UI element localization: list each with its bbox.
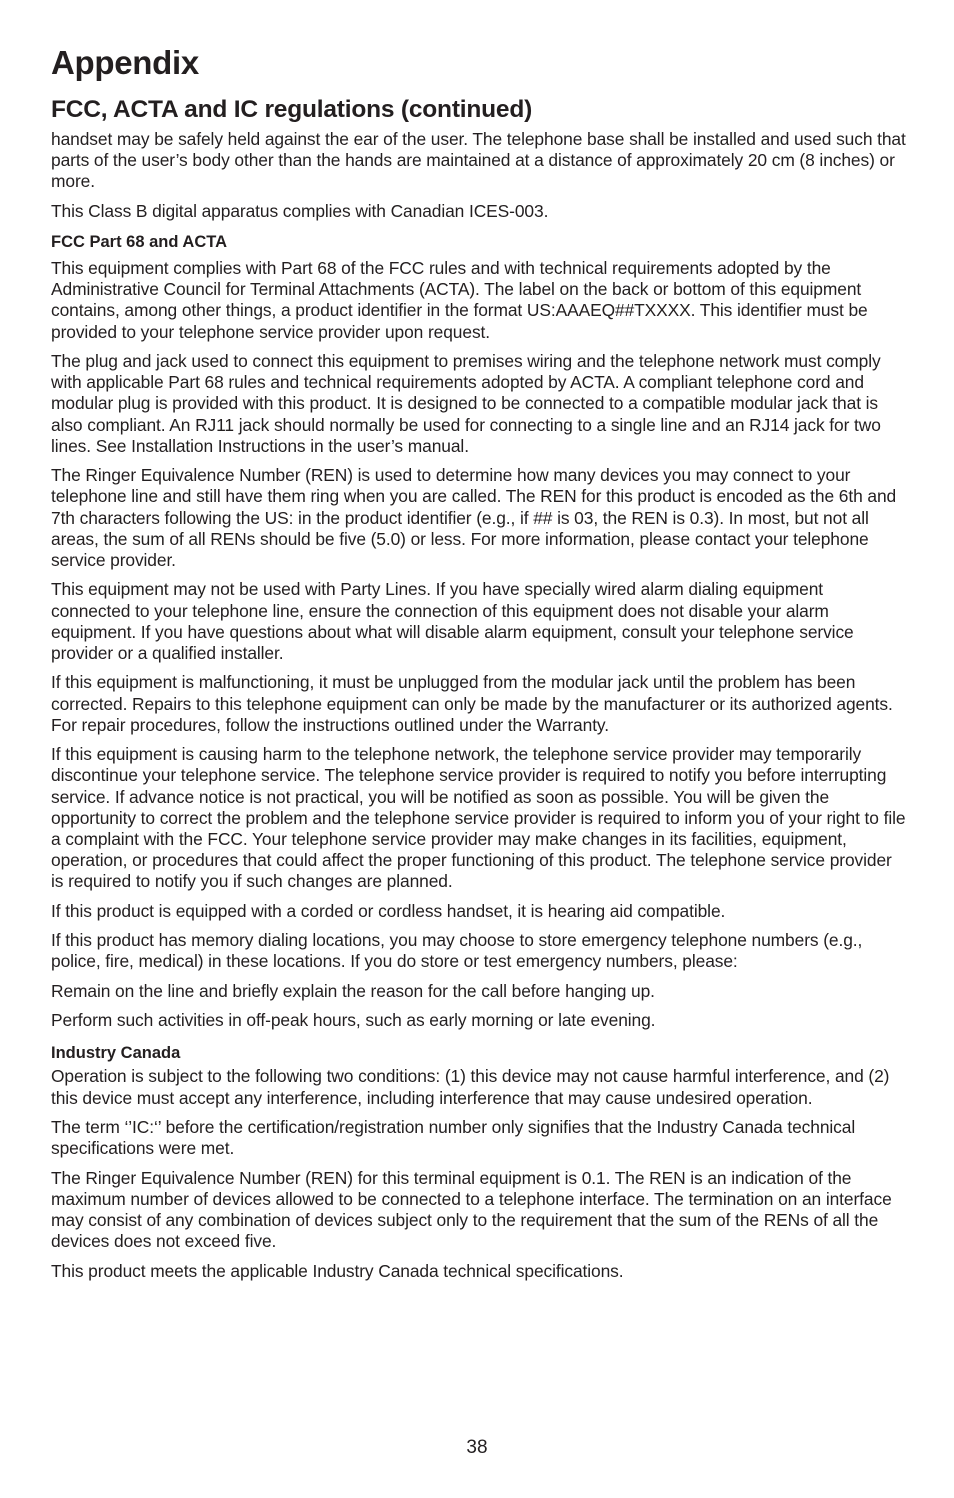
section-title: FCC, ACTA and IC regulations (continued) — [51, 96, 533, 123]
page-number: 38 — [466, 1437, 488, 1458]
ic-paragraph-1: Operation is subject to the following two conditions: (1) this device may not cause harmful interference, and (2) this device must accept any interference, including interference that may cause undesired operation. — [51, 1066, 890, 1108]
fcc-paragraph-10: Perform such activities in off-peak hours, such as early morning or late evening. — [51, 1010, 656, 1031]
fcc-paragraph-2: The plug and jack used to connect this equipment to premises wiring and the telephone network must comply with applicable Part 68 rules and technical requirements adopted by ACTA. A compliant telephone cord and modular plug is provided with this product. It is designed to be connected to a compatible modular jack that is also compliant. An RJ11 jack should normally be used for connecting to a single line and an RJ14 jack for two lines. See Installation Instructions in the user’s manual. — [51, 351, 881, 456]
ic-paragraph-3: The Ringer Equivalence Number (REN) for this terminal equipment is 0.1. The REN is an indication of the maximum number of devices allowed to be connected to a telephone interface. The termination on an interface may consist of any combination of devices subject only to the requirement that the sum of the RENs of all the devices does not exceed five. — [51, 1167, 892, 1252]
page-title: Appendix — [51, 44, 199, 81]
document-page — [51, 40, 907, 1290]
ic-paragraph-2: The term ‘’IC:‘’ before the certification/registration number only signifies that the Industry Canada technical specifications were met. — [51, 1116, 856, 1159]
fcc-paragraph-7: If this product is equipped with a corded or cordless handset, it is hearing aid compatible. — [51, 900, 726, 921]
fcc-paragraph-1: This equipment complies with Part 68 of the FCC rules and with technical requirements adopted by the Administrative Council for Terminal Attachments (ACTA). The label on the back or bottom of this equipment contains, among other things, a product identifier in the format US:AAAEQ##TXXXX. This identifier must be provided to your telephone service provider upon request. — [51, 258, 868, 342]
fcc-paragraph-3: The Ringer Equivalence Number (REN) is used to determine how many devices you may connect to your telephone line and still have them ring when you are called. The REN for this product is encoded as the 6th and 7th characters following the US: in the product identifier (e.g., if ## is 03, the REN is 0.3). In most, but not all areas, the sum of all RENs should be five (5.0) or less. For more information, please contact your telephone service provider. — [51, 465, 897, 571]
fcc-paragraph-4: This equipment may not be used with Party Lines. If you have specially wired alarm dialing equipment connected to your telephone line, ensure the connection of this equipment does not disable your alarm equipment. If you have questions about what will disable alarm equipment, consult your telephone service provider or a qualified installer. — [51, 579, 854, 664]
fcc-paragraph-5: If this equipment is malfunctioning, it must be unplugged from the modular jack until the problem has been corrected. Repairs to this telephone equipment can only be made by the manufacturer or its authorized agents. For repair procedures, follow the instructions outlined under the Warranty. — [51, 672, 893, 735]
fcc-paragraph-9: Remain on the line and briefly explain the reason for the call before hanging up. — [51, 980, 655, 1001]
fcc-heading: FCC Part 68 and ACTA — [51, 233, 228, 251]
ic-paragraph-4: This product meets the applicable Industry Canada technical specifications. — [51, 1260, 624, 1281]
ic-heading: Industry Canada — [51, 1044, 181, 1063]
intro-paragraph-2: This Class B digital apparatus complies with Canadian ICES-003. — [51, 200, 549, 221]
intro-paragraph-1: handset may be safely held against the ear of the user. The telephone base shall be installed and used such that parts of the user’s body other than the hands are maintained at a distance of approximately 20 cm (8 inches) or more. — [51, 129, 906, 192]
fcc-paragraph-8: If this product has memory dialing locations, you may choose to store emergency telephone numbers (e.g., police, fire, medical) in these locations. If you do store or test emergency numbers, please: — [51, 930, 863, 972]
fcc-paragraph-6: If this equipment is causing harm to the telephone network, the telephone service provider may temporarily discontinue your telephone service. The telephone service provider is required to notify you before interrupting service. If advance notice is not practical, you will be notified as soon as possible. You will be given the opportunity to correct the problem and the telephone service provider is required to inform you of your right to file a complaint with the FCC. Your telephone service provider may make changes in its facilities, equipment, operation, or procedures that could affect the proper functioning of this product. The telephone service provider is required to notify you if such changes are planned. — [51, 744, 906, 892]
